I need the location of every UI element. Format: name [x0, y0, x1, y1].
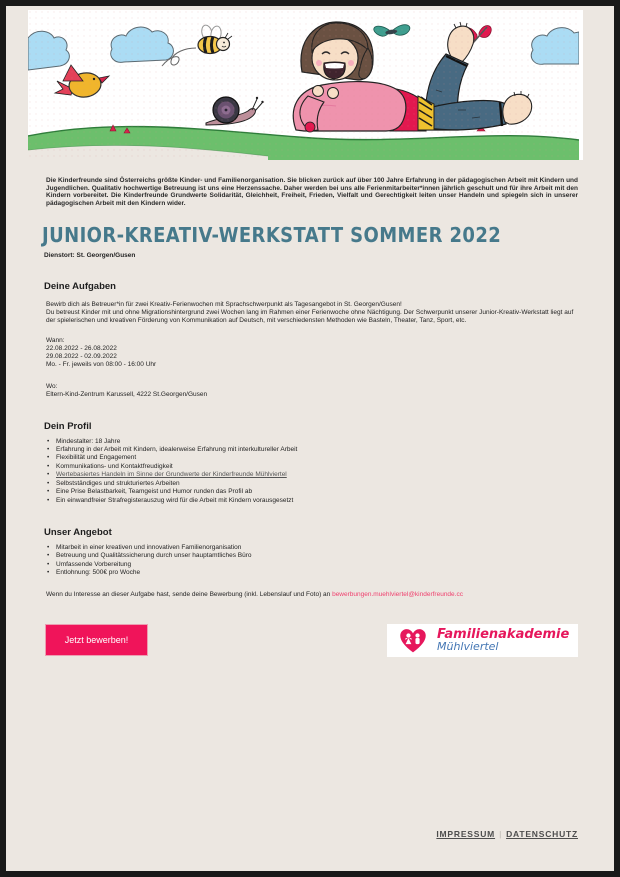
- profil-item: • Erfahrung in der Arbeit mit Kindern, idealerweise Erfahrung mit interkultureller Arbeit: [46, 446, 578, 454]
- date-line: 22.08.2022 - 26.08.2022: [46, 344, 117, 352]
- profil-item: • Mindestalter: 18 Jahre: [46, 438, 578, 446]
- profil-item-grundwerte-link[interactable]: • Wertebasiertes Handeln im Sinne der Grundwerte der Kinderfreunde Mühlviertel: [46, 471, 578, 479]
- apply-instruction: [46, 591, 578, 598]
- wann-label: Wann:: [46, 337, 65, 344]
- angebot-list: [46, 544, 578, 578]
- intro-paragraph: Die Kinderfreunde sind Österreichs größte Kinder- und Familienorganisation. Sie blicken zurück auf über 100 Jahre Erfahrung in der pädagogischen Arbeit mit Kindern und Jugendlichen. Qualitativ hochwertige Betreuung ist uns eine Herzenssache. Daher werden bei uns alle Ferienmitarbeiter*innen jährlich geschult und für ihre Arbeit mit den Kindern vorbereitet. Die Kinderfreunde Grundwerte Solidarität, Gleichheit, Freiheit, Frieden, Vielfalt und Gerechtigkeit leiten unser Handeln und spiegeln sich in unserer pädagogischen Arbeit mit den Kindern wider.: [46, 177, 578, 207]
- header-illustration-svg: [28, 10, 579, 160]
- section-heading-profil: Dein Profil: [44, 420, 92, 432]
- apply-instruction-text: Wenn du Interesse an dieser Aufgabe hast, sende deine Bewerbung (inkl. Lebenslauf und Foto) an: [46, 590, 333, 598]
- logo-line2: Mühlviertel: [437, 640, 499, 654]
- page: [6, 6, 614, 871]
- profil-item: • Eine Prise Belastbarkeit, Teamgeist und Humor runden das Profil ab: [46, 488, 578, 496]
- date-line: 29.08.2022 - 02.09.2022: [46, 352, 117, 360]
- aufgaben-intro: Bewirb dich als Betreuer*in für zwei Kreativ-Ferienwochen mit Sprachschwerpunkt als Tagesangebot in St. Georgen/Gusen!: [46, 300, 402, 308]
- profil-item: • Kommunikations- und Kontaktfreudigkeit: [46, 463, 578, 471]
- footer-separator: |: [499, 829, 503, 839]
- logo-text: [437, 628, 569, 653]
- angebot-item: • Mitarbeit in einer kreativen und innovativen Familienorganisation: [46, 544, 578, 552]
- application-email-link[interactable]: bewerbungen.muehlviertel@kinderfreunde.cc: [332, 590, 463, 598]
- page-title: JUNIOR-KREATIV-WERKSTATT SOMMER 2022: [42, 223, 502, 248]
- profil-item: • Selbstständiges und strukturiertes Arbeiten: [46, 480, 578, 488]
- header-illustration: [28, 10, 583, 160]
- familienakademie-logo: [387, 624, 578, 657]
- profil-list: [46, 438, 578, 506]
- logo-line1: Familienakademie: [437, 626, 570, 642]
- section-heading-angebot: Unser Angebot: [44, 527, 112, 539]
- bottom-row: [46, 624, 578, 657]
- job-location: Dienstort: St. Georgen/Gusen: [44, 251, 136, 259]
- date-line: Mo. - Fr. jeweils von 08:00 - 16:00 Uhr: [46, 360, 157, 368]
- angebot-item: • Betreuung und Qualitätssicherung durch unser hauptamtliches Büro: [46, 552, 578, 560]
- angebot-item: • Umfassende Vorbereitung: [46, 561, 578, 569]
- aufgaben-body: Du betreust Kinder mit und ohne Migrationshintergrund zwei Wochen lang im Rahmen einer Ferienwoche ohne Nächtigung. Der Schwerpunkt unserer Junior-Kreativ-Werkstatt liegt auf der spielerischen und kreativen Förderung von Kommunikation auf Deutsch, mit verschiedensten Methoden wie Basteln, Theater, Tanz, Sport, etc.: [46, 308, 574, 324]
- halftone-texture: [28, 10, 579, 160]
- schedule-block: [46, 337, 578, 369]
- heart-kids-icon: [396, 626, 430, 654]
- location-block: [46, 383, 578, 399]
- apply-button[interactable]: Jetzt bewerben!: [46, 625, 147, 655]
- content: [40, 177, 578, 657]
- profil-item: • Flexibilität und Engagement: [46, 454, 578, 462]
- datenschutz-link[interactable]: DATENSCHUTZ: [506, 829, 578, 839]
- impressum-link[interactable]: IMPRESSUM: [436, 829, 496, 839]
- section-heading-aufgaben: Deine Aufgaben: [44, 280, 116, 292]
- wo-label: Wo:: [46, 382, 58, 390]
- profil-item: • Ein einwandfreier Strafregisterauszug wird für die Arbeit mit Kindern vorausgesetzt: [46, 497, 578, 505]
- wo-value: Eltern-Kind-Zentrum Karussell, 4222 St.Georgen/Gusen: [46, 390, 208, 398]
- footer: [436, 829, 578, 839]
- angebot-item: • Entlohnung: 500€ pro Woche: [46, 569, 578, 577]
